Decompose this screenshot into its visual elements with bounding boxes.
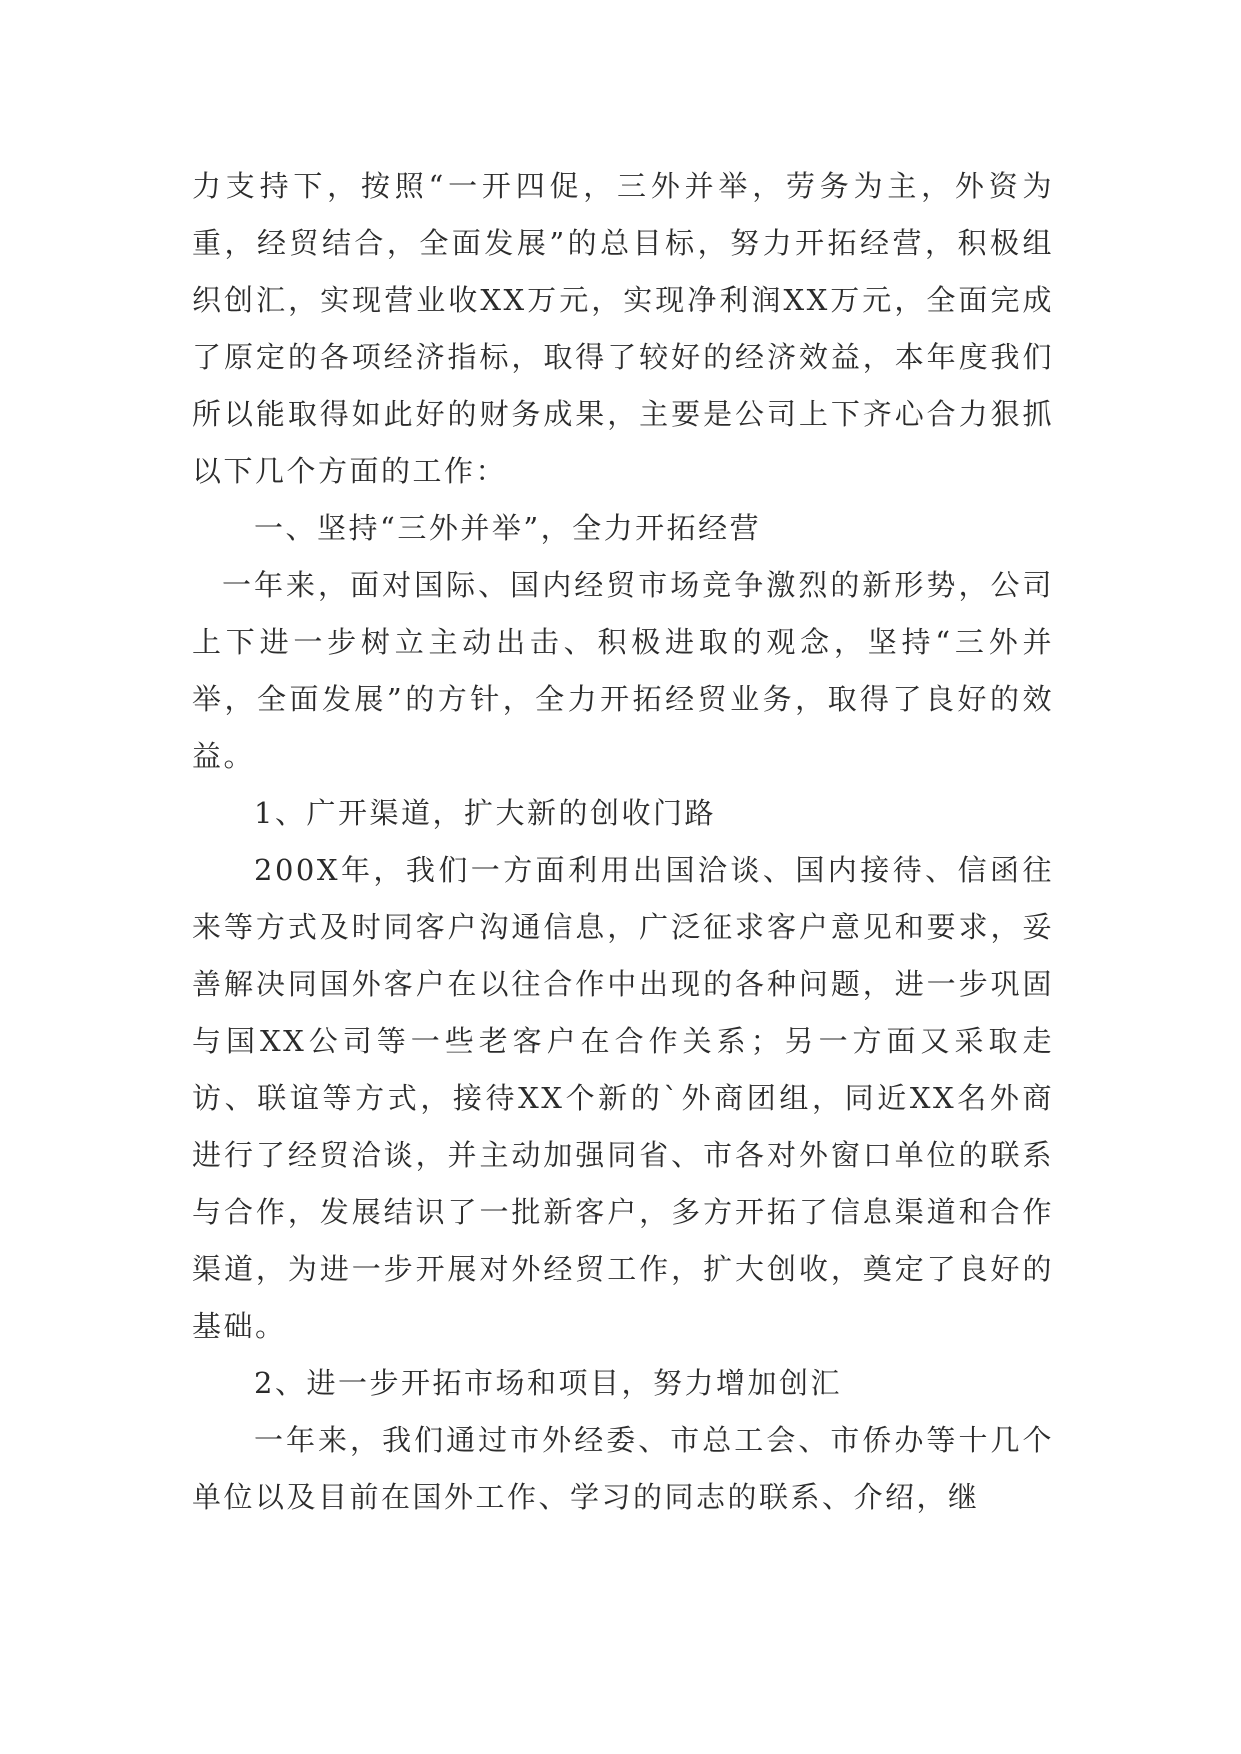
subheading-2: 2、进一步开拓市场和项目，努力增加创汇 xyxy=(254,1366,842,1400)
section-heading-1: 一、坚持“三外并举”，全力开拓经营 xyxy=(254,511,762,545)
paragraph-section-1: 一年来，面对国际、国内经贸市场竞争激烈的新形势，公司上下进一步树立主动出击、积极进取的观念，坚持“三外并举，全面发展”的方针，全力开拓经贸业务，取得了良好的效益。 xyxy=(192,568,1054,773)
paragraph-subsection-1: 200X年，我们一方面利用出国洽谈、国内接待、信函往来等方式及时同客户沟通信息，广泛征求客户意见和要求，妥善解决同国外客户在以往合作中出现的各种问题，进一步巩固与国XX公司等一些老客户在合作关系；另一方面又采取走访、联谊等方式，接待XX个新的`外商团组，同近XX名外商进行了经贸洽谈，并主动加强同省、市各对外窗口单位的联系与合作，发展结识了一批新客户，多方开拓了信息渠道和合作渠道，为进一步开展对外经贸工作，扩大创收，奠定了良好的基础。 xyxy=(192,853,1054,1343)
paragraph-intro: 力支持下，按照“一开四促，三外并举，劳务为主，外资为重，经贸结合，全面发展”的总目标，努力开拓经营，积极组织创汇，实现营业收XX万元，实现净利润XX万元，全面完成了原定的各项经济指标，取得了较好的经济效益，本年度我们所以能取得如此好的财务成果，主要是公司上下齐心合力狠抓以下几个方面的工作： xyxy=(192,169,1054,488)
document-body xyxy=(192,158,1054,1526)
paragraph-subsection-2: 一年来，我们通过市外经委、市总工会、市侨办等十几个单位以及目前在国外工作、学习的同志的联系、介绍，继 xyxy=(192,1423,1054,1514)
subheading-1: 1、广开渠道，扩大新的创收门路 xyxy=(254,796,716,830)
